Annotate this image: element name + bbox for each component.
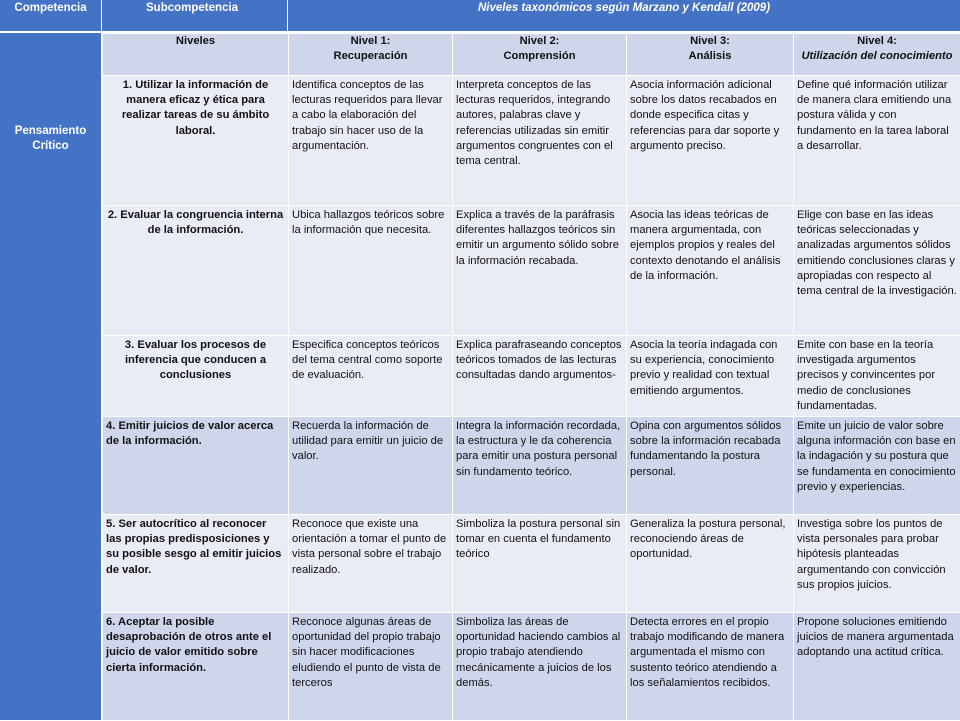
level-3-cell: Asocia la teoría indagada con su experiencia, conocimiento previo y realidad con textual emitiendo argumentos. — [627, 336, 794, 417]
subcompetencia-cell: 6. Aceptar la posible desaprobación de otros ante el juicio de valor emitido sobre cierta información. — [103, 613, 289, 721]
level-3-name: Análisis — [630, 49, 790, 64]
levels-header-row — [103, 34, 960, 76]
level-2-cell: Explica parafraseando conceptos teóricos tomados de las lecturas consultadas dando argumentos- — [453, 336, 627, 417]
header-competencia: Competencia — [0, 0, 102, 31]
level-1-cell: Reconoce algunas áreas de oportunidad del propio trabajo sin hacer modificaciones eludiendo el punto de vista de terceros — [289, 613, 453, 721]
table-row — [103, 76, 960, 206]
level-3-header — [627, 34, 794, 76]
level-2-name: Comprensión — [456, 49, 623, 64]
level-1-header — [289, 34, 453, 76]
header-subcompetencia: Subcompetencia — [102, 0, 288, 31]
level-4-cell: Emite con base en la teoría investigada argumentos precisos y convincentes por medio de conclusiones fundamentadas. — [794, 336, 960, 417]
level-2-cell: Simboliza la postura personal sin tomar en cuenta el fundamento teórico — [453, 515, 627, 613]
level-3-cell: Asocia información adicional sobre los datos recabados en donde especifica citas y referencias para dar soporte y argumento preciso. — [627, 76, 794, 206]
level-3-title: Nivel 3: — [630, 34, 790, 49]
level-1-title: Nivel 1: — [292, 34, 449, 49]
level-3-cell: Asocia las ideas teóricas de manera argumentada, con ejemplos propios y reales del contexto denotando el análisis de la información. — [627, 206, 794, 336]
level-1-cell: Ubica hallazgos teóricos sobre la información que necesita. — [289, 206, 453, 336]
level-1-cell: Recuerda la información de utilidad para emitir un juicio de valor. — [289, 417, 453, 515]
level-3-cell: Detecta errores en el propio trabajo modificando de manera argumentada el mismo con sustento teórico atendiendo a los señalamientos recibidos. — [627, 613, 794, 721]
table-header — [0, 0, 960, 33]
level-2-cell: Interpreta conceptos de las lecturas requeridos, integrando autores, palabras clave y referencias utilizadas sin emitir argumentos congruentes con el tema central. — [453, 76, 627, 206]
level-1-cell: Identifica conceptos de las lecturas requeridos para llevar a cabo la elaboración del trabajo sin hacer uso de la argumentación. — [289, 76, 453, 206]
niveles-label-cell — [103, 34, 289, 76]
level-4-cell: Investiga sobre los puntos de vista personales para probar hipótesis planteadas argumentando con convicción sus propios juicios. — [794, 515, 960, 613]
level-4-cell: Define qué información utilizar de manera clara emitiendo una postura válida y con fundamento en la tarea laboral a desarrollar. — [794, 76, 960, 206]
subcompetencia-cell: 5. Ser autocrítico al reconocer las propias predisposiciones y su posible sesgo al emitir juicios de valor. — [103, 515, 289, 613]
header-niveles-taxonomicos: Niveles taxonómicos según Marzano y Kendall (2009) — [288, 0, 960, 31]
level-1-cell: Reconoce que existe una orientación a tomar el punto de vista personal sobre el trabajo realizado. — [289, 515, 453, 613]
level-2-header — [453, 34, 627, 76]
subcompetencia-cell: 2. Evaluar la congruencia interna de la información. — [103, 206, 289, 336]
subcompetencia-cell: 3. Evaluar los procesos de inferencia que conducen a conclusiones — [103, 336, 289, 417]
subcompetencia-cell: 1. Utilizar la información de manera eficaz y ética para realizar tareas de su ámbito laboral. — [103, 76, 289, 206]
level-3-cell: Generaliza la postura personal, reconociendo áreas de oportunidad. — [627, 515, 794, 613]
level-2-title: Nivel 2: — [456, 34, 623, 49]
level-2-cell: Simboliza las áreas de oportunidad haciendo cambios al propio trabajo atendiendo mecánicamente a juicios de los demás. — [453, 613, 627, 721]
rubric-table — [102, 33, 960, 721]
level-1-name: Recuperación — [292, 49, 449, 64]
table-row — [103, 515, 960, 613]
competencia-cell — [0, 33, 102, 720]
competencia-label: Pensamiento Crítico — [0, 124, 101, 154]
level-4-name: Utilización del conocimiento — [797, 49, 957, 64]
level-3-cell: Opina con argumentos sólidos sobre la información recabada fundamentando la postura personal. — [627, 417, 794, 515]
subcompetencia-cell: 4. Emitir juicios de valor acerca de la información. — [103, 417, 289, 515]
level-2-cell: Explica a través de la paráfrasis diferentes hallazgos teóricos sin emitir un argumento sólido sobre la información recabada. — [453, 206, 627, 336]
table-row — [103, 206, 960, 336]
level-4-cell: Propone soluciones emitiendo juicios de manera argumentada adoptando una actitud crítica. — [794, 613, 960, 721]
table-row — [103, 336, 960, 417]
table-row — [103, 417, 960, 515]
niveles-label: Niveles — [176, 35, 215, 47]
table-row — [103, 613, 960, 721]
level-4-title: Nivel 4: — [797, 34, 957, 49]
level-2-cell: Integra la información recordada, la estructura y le da coherencia para emitir una postura personal sin fundamento teórico. — [453, 417, 627, 515]
level-4-cell: Emite un juicio de valor sobre alguna información con base en la indagación y su postura que se fundamenta en conocimiento previo y experiencias. — [794, 417, 960, 515]
level-1-cell: Especifica conceptos teóricos del tema central como soporte de evaluación. — [289, 336, 453, 417]
level-4-header — [794, 34, 960, 76]
level-4-cell: Elige con base en las ideas teóricas seleccionadas y analizadas argumentos sólidos emitiendo conclusiones claras y apropiadas con respecto al tema central de la investigación. — [794, 206, 960, 336]
